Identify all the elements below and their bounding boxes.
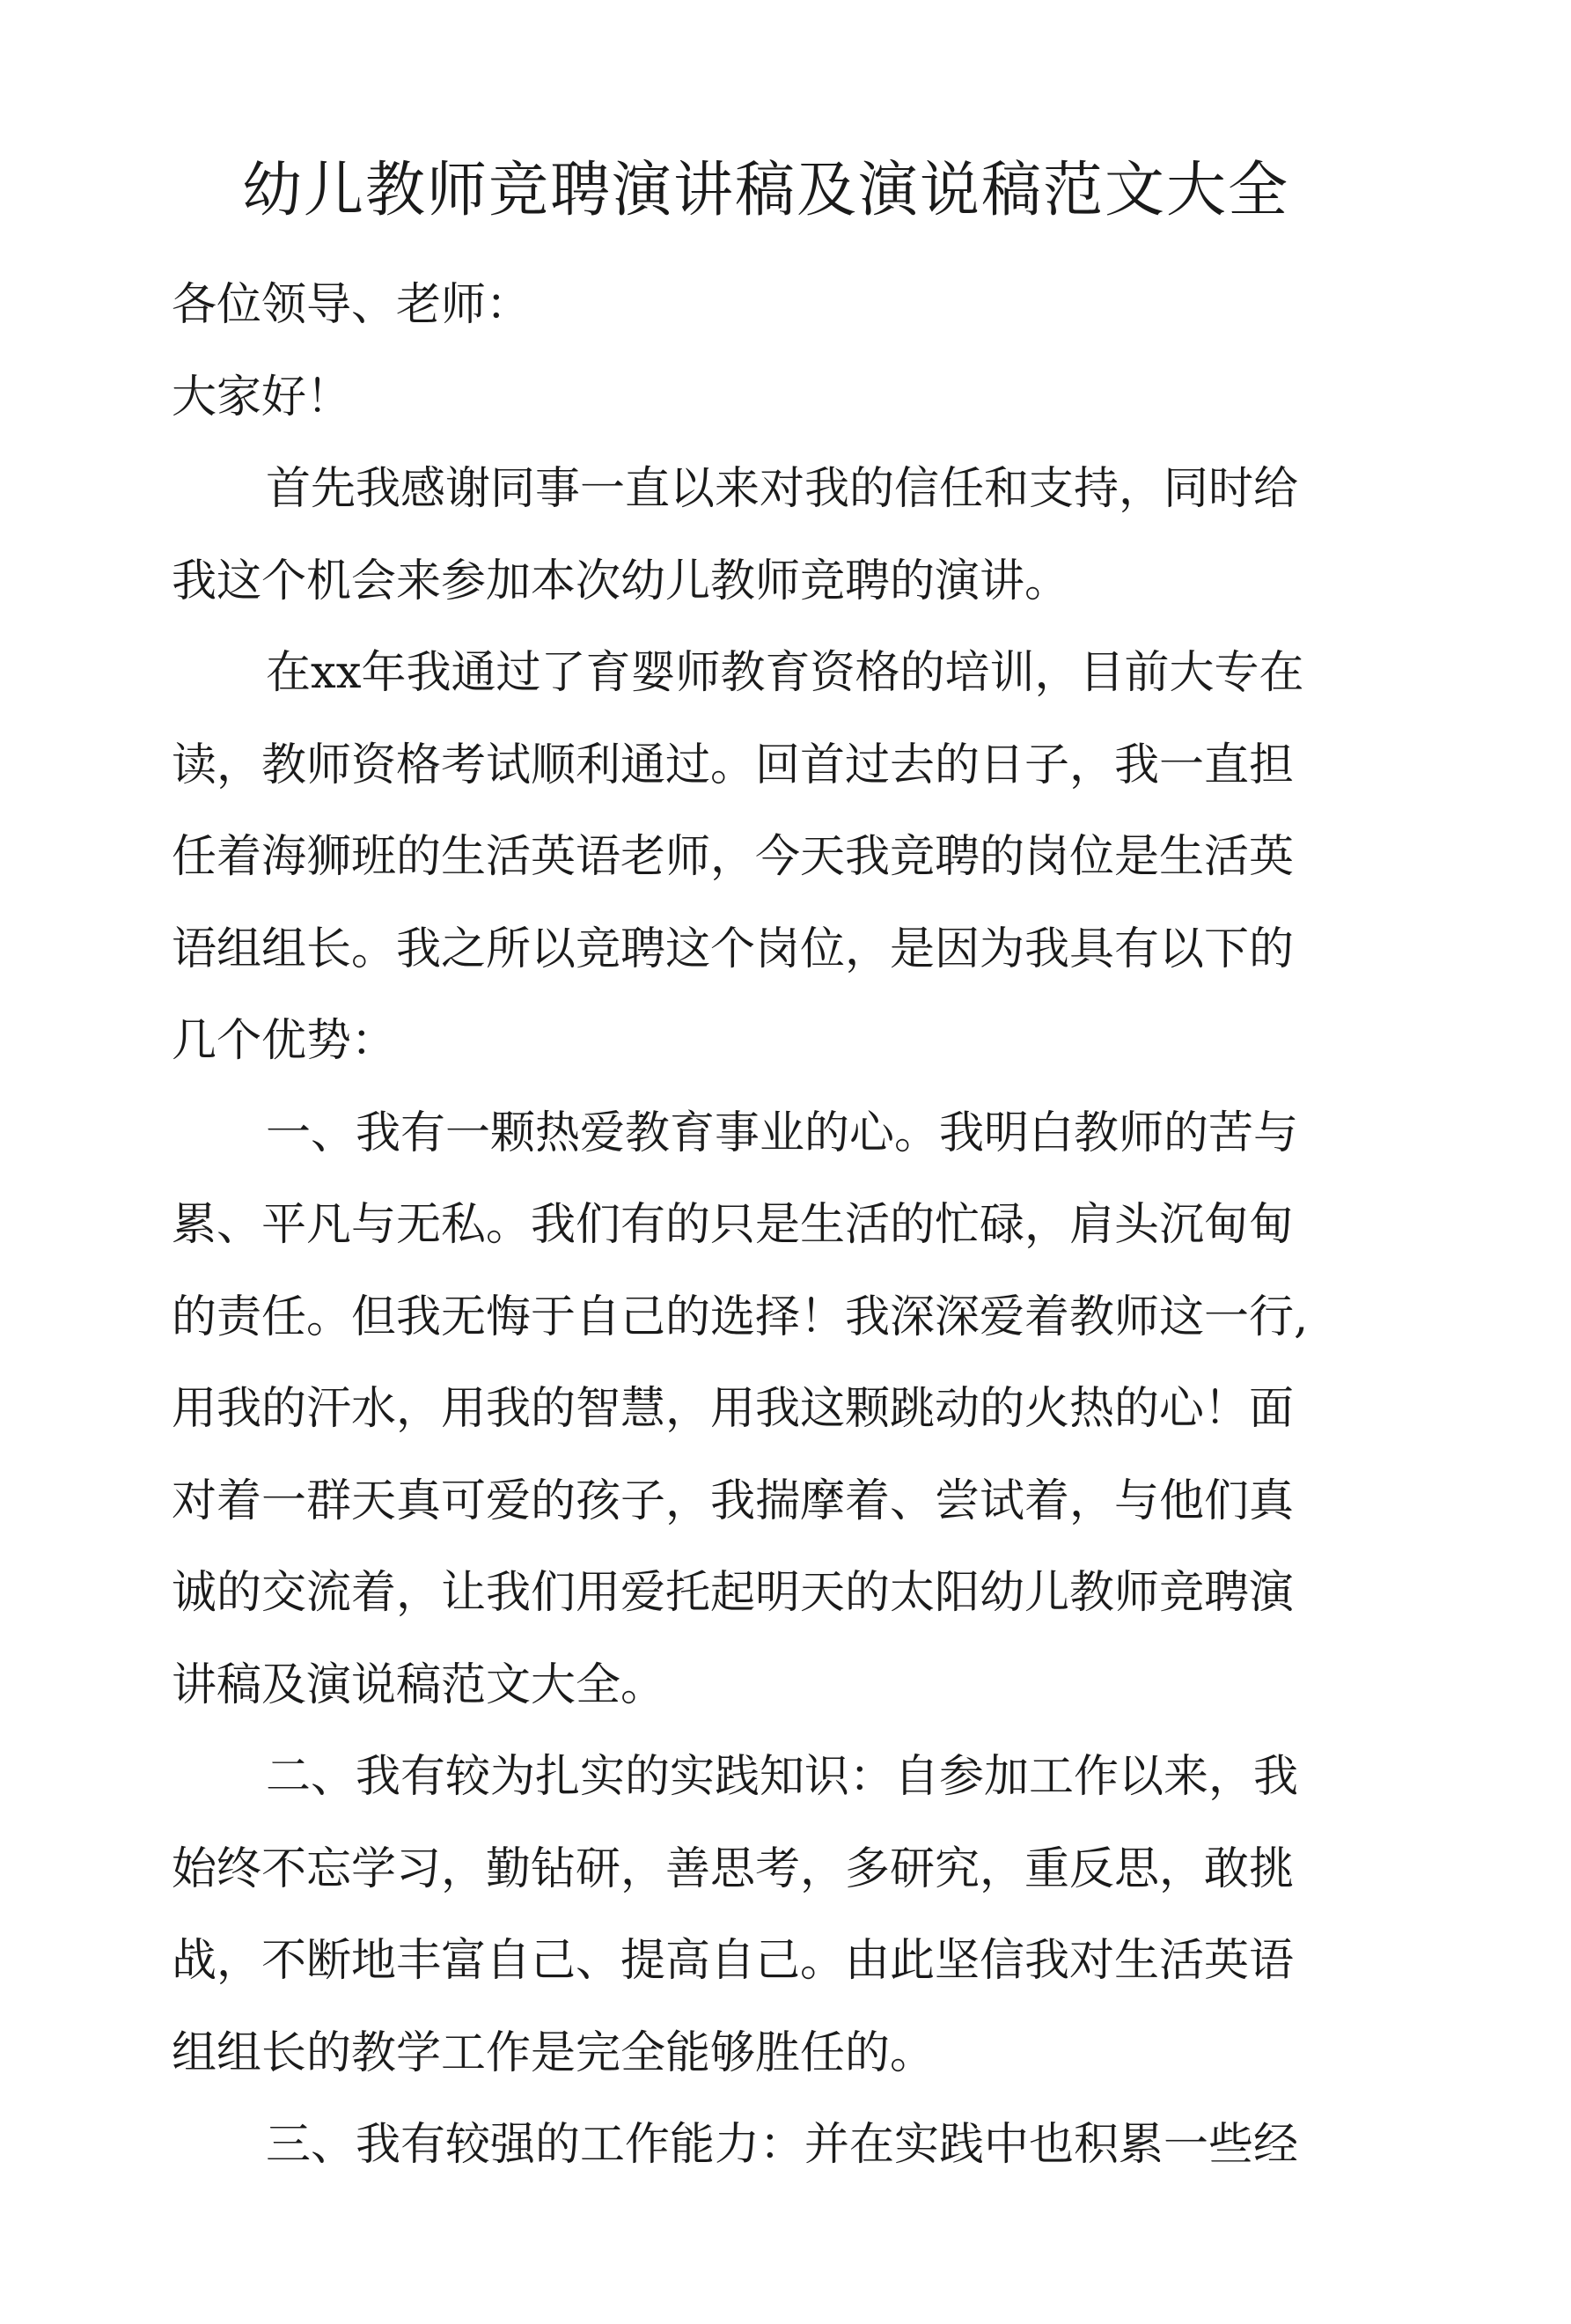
paragraph-line: 诚的交流着，让我们用爱托起明天的太阳幼儿教师竞聘演 [172, 1567, 1295, 1619]
paragraph-line: 读，教师资格考试顺利通过。回首过去的日子，我一直担 [172, 739, 1295, 791]
paragraph-line: 三、我有较强的工作能力：并在实践中也积累一些经 [266, 2119, 1299, 2171]
paragraph-line: 对着一群天真可爱的孩子，我揣摩着、尝试着，与他们真 [172, 1475, 1295, 1527]
paragraph-line: 的责任。但我无悔于自己的选择！我深深爱着教师这一行, [172, 1291, 1309, 1343]
paragraph-line: 讲稿及演说稿范文大全。 [172, 1658, 666, 1711]
greeting-line: 大家好！ [172, 371, 352, 423]
paragraph-line: 我这个机会来参加本次幼儿教师竞聘的演讲。 [172, 555, 1070, 607]
paragraph-line: 语组组长。我之所以竞聘这个岗位，是因为我具有以下的 [172, 923, 1295, 975]
paragraph-line: 组组长的教学工作是完全能够胜任的。 [172, 2026, 936, 2079]
paragraph-line: 几个优势： [172, 1015, 397, 1067]
paragraph-line: 在xx年我通过了育婴师教育资格的培训，目前大专在 [266, 647, 1304, 699]
paragraph-line: 任着海狮班的生活英语老师，今天我竞聘的岗位是生活英 [172, 831, 1295, 883]
paragraph-line: 始终不忘学习，勤钻研，善思考，多研究，重反思，敢挑 [172, 1842, 1295, 1895]
salutation-line: 各位领导、老师： [172, 279, 532, 331]
paragraph-line: 用我的汗水，用我的智慧，用我这颗跳动的火热的心！面 [172, 1383, 1295, 1435]
paragraph-line: 战，不断地丰富自己、提高自己。由此坚信我对生活英语 [172, 1935, 1295, 1987]
document-body [172, 260, 1342, 2192]
paragraph-line: 累、平凡与无私。我们有的只是生活的忙碌，肩头沉甸甸 [172, 1199, 1295, 1251]
document-title: 幼儿教师竞聘演讲稿及演说稿范文大全 [242, 156, 1290, 225]
paragraph-line: 二、我有较为扎实的实践知识：自参加工作以来，我 [266, 1751, 1299, 1803]
paragraph-line: 一、我有一颗热爱教育事业的心。我明白教师的苦与 [266, 1107, 1299, 1159]
paragraph-line: 首先我感谢同事一直以来对我的信任和支持，同时给 [266, 463, 1299, 515]
